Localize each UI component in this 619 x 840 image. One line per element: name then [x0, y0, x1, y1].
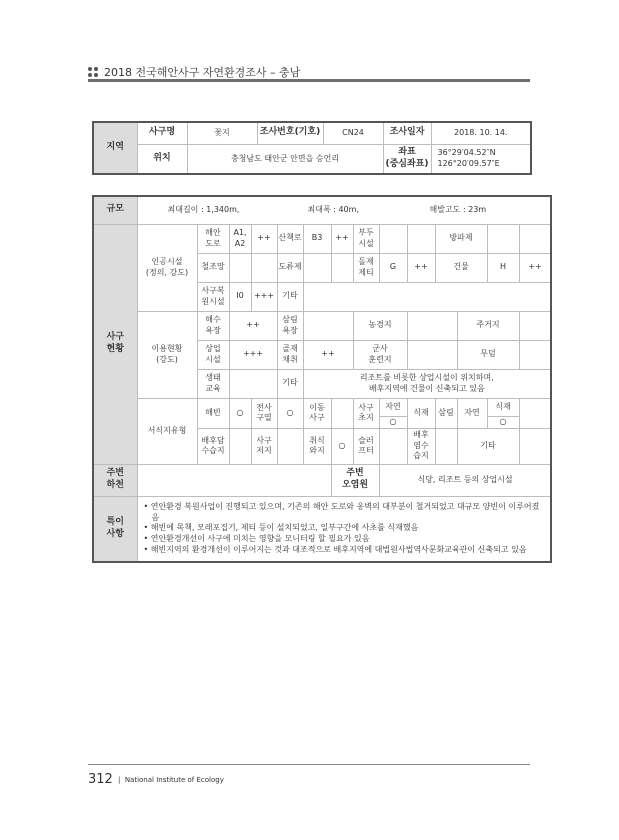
val-beach: ○ [229, 398, 251, 428]
header-title: 2018 전국해안사구 자연환경조사 – 충남 [104, 66, 301, 79]
val-restore: I0 [229, 282, 251, 311]
page-number: 312 [88, 772, 113, 787]
usage-etc-text: 리조트를 비롯한 상업시설이 위치하며, 배후지역에 건물이 신축되고 있음 [303, 369, 551, 398]
running-header [88, 64, 300, 80]
dune-name-label: 사구명 [137, 122, 187, 144]
dune-name: 꽃지 [187, 122, 257, 144]
info-table [92, 121, 532, 175]
cell-residence: 주거지 [457, 311, 519, 340]
cell-grave: 무덤 [457, 340, 519, 369]
cell-fence: 철조망 [197, 253, 229, 282]
header-dots-icon [88, 67, 98, 77]
max-length: 최대길이 : 1,340m, [167, 205, 240, 215]
grade-walkway: ++ [331, 224, 353, 253]
header-rule [88, 79, 530, 82]
elevation: 해발고도 : 23m [429, 205, 487, 215]
cell-eco-edu: 생태 교육 [197, 369, 229, 398]
val-foredune: ○ [277, 398, 303, 428]
survey-no: CN24 [323, 122, 383, 144]
cell-restore: 사구복 원시설 [197, 282, 229, 311]
cell-breakwater: 방파제 [435, 224, 487, 253]
grass-natural: 자연 [379, 398, 407, 416]
location: 충청남도 태안군 안면읍 승언리 [187, 144, 383, 174]
val-walkway: B3 [303, 224, 331, 253]
cell-back-marsh: 배후 염수 습지 [407, 428, 435, 464]
forest-natural: 자연 [457, 398, 487, 428]
forest-planted: 식재 [487, 398, 519, 416]
notes-label: 특이 사항 [93, 496, 137, 562]
val-jetty: G [379, 253, 407, 282]
cell-foredune: 전사 구열 [251, 398, 277, 428]
note-item: • 연안환경개선이 사구에 미치는 영향을 모니터링 할 필요가 있음 [143, 534, 370, 544]
cell-back-wetland: 배후담 수습지 [197, 428, 229, 464]
coord-lon: 126°20′09.57″E [437, 158, 500, 168]
grade-commerce: +++ [229, 340, 277, 369]
cell-coast-road: 해안 도로 [197, 224, 229, 253]
footer-rule [88, 764, 530, 765]
cell-jetty: 돌제 제티 [353, 253, 379, 282]
coord-label: 좌표 (중심좌표) [383, 144, 431, 174]
survey-date: 2018. 10. 14. [431, 122, 531, 144]
cell-usage-etc: 기타 [277, 369, 303, 398]
grass-planted: 식재 [407, 398, 435, 428]
cell-dune-lowland: 사구 저지 [251, 428, 277, 464]
cell-mobile-dune: 이동 사구 [303, 398, 331, 428]
cell-forest: 삼림 [435, 398, 457, 428]
grade-building: ++ [519, 253, 551, 282]
status-label: 사구 현황 [93, 224, 137, 464]
cell-pier: 부두 시설 [353, 224, 379, 253]
val-pond: ○ [331, 428, 353, 464]
cell-pond: 취식 와지 [303, 428, 331, 464]
usage-label: 이용현황 (강도) [137, 311, 197, 398]
cell-dredge: 골재 채취 [277, 340, 303, 369]
cell-building: 건물 [435, 253, 487, 282]
val-dune-grass: ○ [379, 416, 407, 428]
survey-no-label: 조사번호(기호) [257, 122, 323, 144]
cell-military: 군사 훈련지 [353, 340, 407, 369]
pollution-source: 식당, 리조트 등의 상업시설 [379, 464, 551, 496]
grade-restore: +++ [251, 282, 277, 311]
location-label: 위치 [137, 144, 187, 174]
cell-walkway: 산책로 [277, 224, 303, 253]
river-label: 주변 하천 [93, 464, 137, 496]
scale-label: 규모 [93, 196, 137, 224]
cell-dune-grass: 사구 초지 [353, 398, 379, 428]
max-width: 최대폭 : 40m, [307, 205, 359, 215]
note-item: • 연안환경 복원사업이 진행되고 있으며, 기존의 해안 도로와 옹벽의 대부분이 철거되었고 대규모 양빈이 이루어졌음 [143, 501, 540, 522]
coordinates [431, 144, 531, 174]
status-table [92, 195, 552, 563]
survey-date-label: 조사일자 [383, 122, 431, 144]
note-item: • 해빈에 목책, 모래포집기, 제티 등이 설치되었고, 일부구간에 사초를 식재했음 [143, 523, 419, 533]
cell-drain: 도류제 [277, 253, 303, 282]
habitat-label: 서식지유형 [137, 398, 197, 464]
cell-habitat-etc: 기타 [457, 428, 519, 464]
val-building: H [487, 253, 519, 282]
cell-artificial-etc: 기타 [277, 282, 303, 311]
val-coast-road: A1, A2 [229, 224, 251, 253]
grade-coast-road: ++ [251, 224, 277, 253]
val-forest-planted: ○ [487, 416, 519, 428]
grade-dredge: ++ [303, 340, 353, 369]
region-label: 지역 [93, 122, 137, 174]
cell-forest-bath: 삼림 욕장 [277, 311, 303, 340]
artificial-label: 인공시설 (정의, 강도) [137, 224, 197, 311]
cell-commerce: 상업 시설 [197, 340, 229, 369]
coord-lat: 36°29′04.52″N [437, 148, 496, 158]
note-item: • 해빈지역의 환경개선이 이루어지는 것과 대조적으로 배후지역에 대법원사법역사문화교육관이 신축되고 있음 [143, 544, 527, 554]
notes-list [137, 496, 551, 562]
grade-jetty: ++ [407, 253, 435, 282]
cell-bath: 해수 욕장 [197, 311, 229, 340]
pollution-label: 주변 오염원 [331, 464, 379, 496]
footer-institute: | National Institute of Ecology [118, 776, 224, 784]
grade-bath: ++ [229, 311, 277, 340]
cell-slack: 슬러 프터 [353, 428, 379, 464]
cell-farm: 농경지 [353, 311, 407, 340]
scale-values [137, 196, 551, 224]
cell-beach: 해빈 [197, 398, 229, 428]
